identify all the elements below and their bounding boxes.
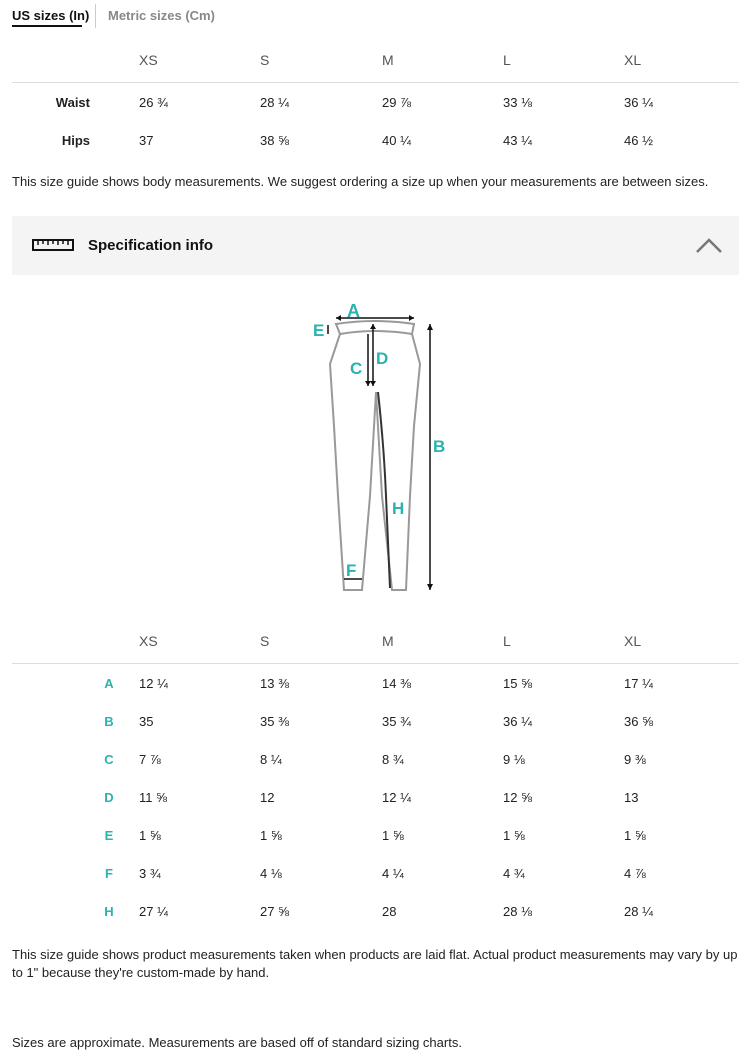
row-label: Waist [55,95,90,110]
leggings-measurement-diagram [300,296,460,596]
tab-metric-sizes[interactable]: Metric sizes (Cm) [108,8,215,23]
table-cell: 40 ¼ [382,133,411,148]
table-cell: 8 ¾ [382,752,404,767]
table-cell: 1 ⅝ [382,828,404,843]
table-cell: 8 ¼ [260,752,282,767]
product-measurements-note: This size guide shows product measurements taken when products are laid flat. Actual product measurements may vary by up to 1" because they're custom-made by hand. [12,947,738,980]
table-cell: 43 ¼ [503,133,532,148]
tab-us-sizes[interactable]: US sizes (In) [12,8,90,23]
table-row [12,664,739,702]
table-cell: 12 [260,790,275,805]
column-header: S [260,633,270,649]
row-label: H [104,904,114,919]
table-cell: 9 ⅛ [503,752,525,767]
table-header-row [12,40,739,83]
table-cell: 4 ¾ [503,866,525,881]
body-measurements-table [12,40,739,159]
table-row [12,740,739,778]
footer-note: Sizes are approximate. Measurements are based off of standard sizing charts. [12,1035,462,1050]
table-cell: 46 ½ [624,133,653,148]
row-label: D [104,790,114,805]
table-cell: 11 ⅝ [139,790,167,805]
table-cell: 27 ¼ [139,904,168,919]
table-cell: 33 ⅛ [503,95,532,110]
row-label: A [104,676,114,691]
table-cell: 35 ¾ [382,714,411,729]
table-cell: 28 ¼ [260,95,289,110]
row-label: Hips [61,133,90,148]
row-label: E [104,828,114,843]
column-header: L [503,633,511,649]
column-header: M [382,633,394,649]
table-header-row [12,621,739,664]
product-measurements-table [12,621,739,930]
column-header: XL [624,52,642,68]
table-cell: 28 ⅛ [503,904,532,919]
table-cell: 14 ⅜ [382,676,411,691]
column-header: M [382,52,394,68]
column-header: XL [624,633,642,649]
table-cell: 26 ¾ [139,95,168,110]
table-cell: 38 ⅝ [260,133,289,148]
table-cell: 35 [139,714,154,729]
table-cell: 12 ¼ [382,790,411,805]
table-cell: 13 [624,790,639,805]
table-cell: 13 ⅜ [260,676,289,691]
row-label: B [104,714,114,729]
table-cell: 12 ⅝ [503,790,532,805]
table-row [12,121,739,159]
table-cell: 3 ¾ [139,866,161,881]
column-header: XS [139,633,158,649]
table-row [12,702,739,740]
table-row [12,778,739,816]
table-cell: 1 ⅝ [260,828,282,843]
diagram-label-a: A [347,301,360,321]
table-cell: 12 ¼ [139,676,168,691]
table-row [12,854,739,892]
ruler-icon [32,239,74,251]
table-cell: 29 ⅞ [382,95,411,110]
row-label: C [104,752,114,767]
table-cell: 7 ⅞ [139,752,161,767]
leggings-outline [330,334,420,590]
column-header: S [260,52,270,68]
table-cell: 35 ⅜ [260,714,289,729]
diagram-label-f: F [346,561,357,580]
table-cell: 4 ⅛ [260,866,282,881]
table-cell: 1 ⅝ [139,828,161,843]
table-row [12,892,739,930]
column-header: L [503,52,511,68]
table-cell: 36 ¼ [503,714,532,729]
body-measurements-note: This size guide shows body measurements. We suggest ordering a size up when your measurements are between sizes. [12,174,709,189]
table-cell: 36 ⅝ [624,714,653,729]
size-unit-tabs [12,0,742,30]
diagram-label-e: E [313,321,325,340]
active-tab-underline [12,25,82,27]
table-cell: 28 ¼ [624,904,653,919]
table-cell: 1 ⅝ [503,828,525,843]
table-cell: 27 ⅝ [260,904,289,919]
table-cell: 15 ⅝ [503,676,532,691]
specification-info-toggle[interactable] [12,216,739,275]
diagram-label-d: D [376,349,389,368]
table-cell: 4 ⅞ [624,866,646,881]
table-cell: 36 ¼ [624,95,653,110]
chevron-up-icon[interactable] [695,236,723,254]
diagram-label-b: B [433,437,446,456]
table-cell: 28 [382,904,397,919]
diagram-label-h: H [392,499,405,518]
table-cell: 17 ¼ [624,676,653,691]
tab-divider [95,4,96,28]
table-cell: 9 ⅜ [624,752,646,767]
specification-info-title: Specification info [88,237,214,254]
inseam-line [378,392,390,588]
table-cell: 4 ¼ [382,866,404,881]
diagram-label-c: C [350,359,363,378]
table-cell: 1 ⅝ [624,828,646,843]
row-label: F [105,866,113,881]
table-row [12,83,739,121]
table-cell: 37 [139,133,154,148]
column-header: XS [139,52,158,68]
table-row [12,816,739,854]
